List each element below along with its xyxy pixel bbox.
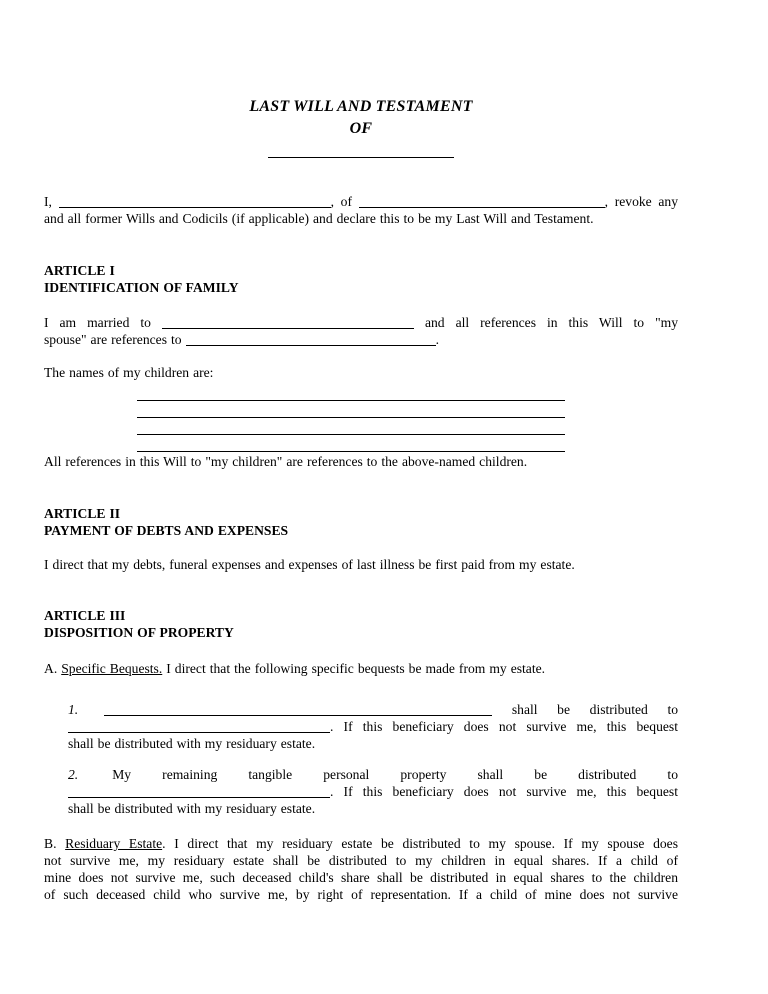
document-title-line2: OF: [349, 120, 373, 137]
article2-subheading: PAYMENT OF DEBTS AND EXPENSES: [44, 523, 289, 538]
bequest1-number: 1.: [68, 702, 79, 717]
bequest-item-1: [68, 701, 678, 752]
spouse-name-blank[interactable]: [162, 315, 414, 329]
bequest1-after-blank: shall be distributed to: [511, 702, 679, 717]
opening-pre: I,: [44, 194, 52, 209]
document-title-line1: LAST WILL AND TESTAMENT: [249, 98, 473, 115]
section-b-title: Residuary Estate: [65, 836, 163, 851]
opening-mid: , of: [330, 194, 352, 209]
child-name-blank-4[interactable]: [137, 435, 565, 452]
residuary-line1-text: . I direct that my residuary estate be distributed to my spouse. If my spouse does: [162, 836, 678, 851]
married-pre: I am married to: [44, 315, 151, 330]
bequest2-line1-text: My remaining tangible personal property shall be distributed to: [112, 767, 678, 782]
married-post: and all references in this Will to "my: [424, 315, 679, 330]
section-a-intro-text: I direct that the following specific bequests be made from my estate.: [166, 661, 546, 676]
opening-line-1: [44, 193, 678, 210]
testator-residence-blank[interactable]: [359, 194, 605, 208]
residuary-line-3: mine does not survive me, such deceased child's share shall be distributed in equal shares to the children: [44, 870, 678, 885]
bequest2-beneficiary-blank[interactable]: [68, 784, 330, 798]
residuary-line-1: [44, 835, 678, 852]
opening-post: , revoke any: [604, 194, 679, 209]
residuary-line-4: of such deceased child who survive me, by right of representation. If a child of mine does not survive: [44, 887, 678, 902]
bequest2-number: 2.: [68, 767, 79, 782]
section-a-intro: [44, 660, 678, 677]
children-intro: The names of my children are:: [44, 365, 214, 380]
bequest2-line-3: shall be distributed with my residuary estate.: [68, 801, 316, 816]
child-name-blank-3[interactable]: [137, 418, 565, 435]
bequest2-line-2: [68, 783, 678, 800]
children-name-lines: [44, 384, 678, 452]
debts-paragraph: I direct that my debts, funeral expenses and expenses of last illness be first paid from my estate.: [44, 557, 575, 572]
child-name-blank-2[interactable]: [137, 401, 565, 418]
section-a-label: A.: [44, 661, 58, 676]
opening-line-2: and all former Wills and Codicils (if applicable) and declare this to be my Last Will and Testament.: [44, 211, 594, 226]
spouse-pre: spouse" are references to: [44, 332, 182, 347]
bequest1-line-2: [68, 718, 678, 735]
article3-subheading: DISPOSITION OF PROPERTY: [44, 625, 234, 640]
residuary-paragraph: [44, 835, 678, 903]
bequest2-line-1: [68, 766, 678, 783]
married-paragraph: [44, 314, 678, 348]
opening-paragraph: [44, 193, 678, 227]
residuary-line-2: not survive me, my residuary estate shall be distributed to my children in equal shares. If a child of: [44, 853, 678, 868]
married-line-2: [44, 331, 678, 348]
children-note: All references in this Will to "my children" are references to the above-named children.: [44, 454, 528, 469]
child-name-blank-1[interactable]: [137, 384, 565, 401]
article2-heading: ARTICLE II: [44, 506, 121, 521]
bequest2-line2-text: . If this beneficiary does not survive me, this bequest: [330, 784, 678, 799]
bequest1-line-3: shall be distributed with my residuary estate.: [68, 736, 316, 751]
spouse-reference-blank[interactable]: [186, 332, 436, 346]
article1-subheading: IDENTIFICATION OF FAMILY: [44, 280, 239, 295]
article1-heading: ARTICLE I: [44, 263, 115, 278]
bequest1-beneficiary-blank[interactable]: [68, 719, 330, 733]
bequest1-line-1: [68, 701, 678, 718]
married-line-1: [44, 314, 678, 331]
section-b-label: B.: [44, 836, 57, 851]
article3-heading: ARTICLE III: [44, 608, 126, 623]
title-name-blank[interactable]: [268, 141, 454, 158]
spouse-post: .: [435, 332, 439, 347]
bequest-item-2: [68, 766, 678, 817]
bequest1-line2-text: . If this beneficiary does not survive me, this bequest: [330, 719, 678, 734]
bequest1-property-blank[interactable]: [104, 702, 492, 716]
testator-name-blank[interactable]: [59, 194, 331, 208]
section-a-title: Specific Bequests.: [61, 661, 163, 676]
